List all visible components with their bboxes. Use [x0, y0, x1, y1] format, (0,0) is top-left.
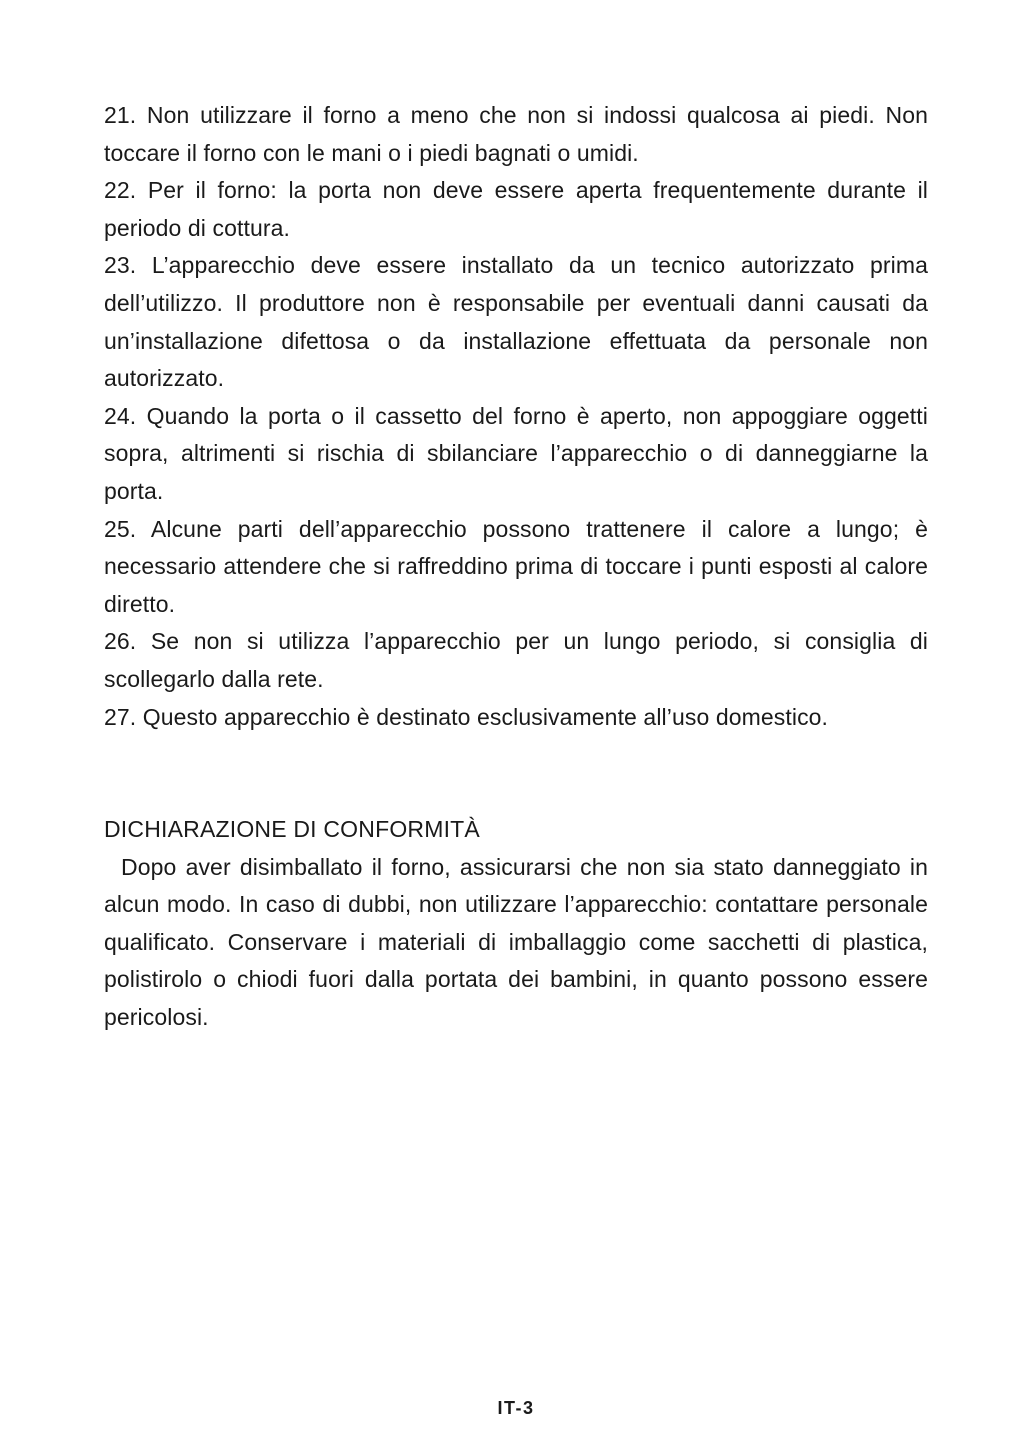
- page-number: IT-3: [497, 1398, 535, 1418]
- safety-item-24: 24. Quando la porta o il cassetto del forno è aperto, non appoggiare oggetti sopra, altrimenti si rischia di sbilanciare l’apparecchio o di danneggiarne la porta.: [104, 402, 928, 504]
- conformity-body: Dopo aver disimballato il forno, assicurarsi che non sia stato danneggiato in alcun modo. In caso di dubbi, non utilizzare l’apparecchio: contattare personale qualificato. Conservare i materiali di imballaggio come sacchetti di plastica, polistirolo o chiodi fuori dalla portata dei bambini, in quanto possono essere pericolosi.: [104, 853, 928, 1031]
- page-content: [104, 97, 928, 1037]
- safety-item-23: 23. L’apparecchio deve essere installato da un tecnico autorizzato prima dell’utilizzo. Il produttore non è responsabile per eventuali danni causati da un’installazione difettosa o da installazione effettuata da personale non autorizzato.: [104, 252, 928, 392]
- safety-item-21: 21. Non utilizzare il forno a meno che non si indossi qualcosa ai piedi. Non toccare il forno con le mani o i piedi bagnati o umidi.: [104, 102, 928, 166]
- safety-item-25: 25. Alcune parti dell’apparecchio possono trattenere il calore a lungo; è necessario attendere che si raffreddino prima di toccare i punti esposti al calore diretto.: [104, 515, 928, 617]
- safety-item-27: 27. Questo apparecchio è destinato esclusivamente all’uso domestico.: [104, 703, 829, 730]
- conformity-heading: DICHIARAZIONE DI CONFORMITÀ: [104, 816, 480, 843]
- safety-item-26: 26. Se non si utilizza l’apparecchio per un lungo periodo, si consiglia di scollegarlo dalla rete.: [104, 628, 928, 692]
- safety-item-22: 22. Per il forno: la porta non deve essere aperta frequentemente durante il periodo di cottura.: [104, 177, 928, 241]
- section-spacer: [104, 736, 928, 811]
